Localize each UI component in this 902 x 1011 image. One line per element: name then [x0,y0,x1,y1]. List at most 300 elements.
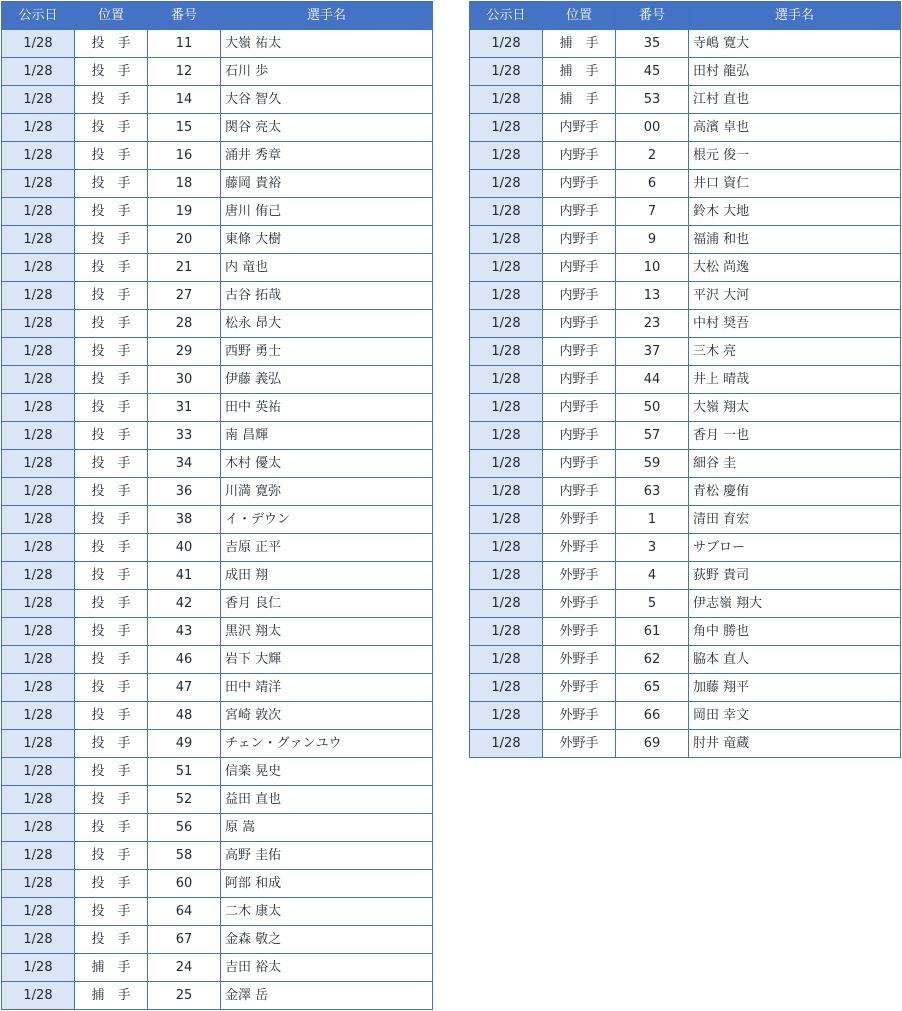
position-cell: 投 手 [75,814,148,842]
number-cell: 28 [148,310,221,338]
date-cell: 1/28 [2,30,75,58]
number-cell: 58 [148,842,221,870]
table-row [2,478,433,506]
player-name-cell: 岡田 幸文 [689,702,901,730]
position-cell: 内野手 [543,142,616,170]
date-cell: 1/28 [470,590,543,618]
date-cell: 1/28 [2,842,75,870]
position-cell: 内野手 [543,282,616,310]
table-row [470,338,901,366]
number-cell: 67 [148,926,221,954]
table-row [470,310,901,338]
table-row [470,142,901,170]
position-cell: 内野手 [543,422,616,450]
table-row [470,366,901,394]
position-cell: 内野手 [543,254,616,282]
position-cell: 外野手 [543,674,616,702]
position-cell: 投 手 [75,898,148,926]
position-cell: 捕 手 [543,30,616,58]
player-name-cell: 荻野 貴司 [689,562,901,590]
date-cell: 1/28 [2,926,75,954]
player-name-cell: 田中 靖洋 [221,674,433,702]
table-row [2,58,433,86]
position-cell: 投 手 [75,226,148,254]
player-name-cell: 大松 尚逸 [689,254,901,282]
table-row [2,618,433,646]
position-cell: 内野手 [543,198,616,226]
position-cell: 捕 手 [543,58,616,86]
player-name-cell: 青松 慶侑 [689,478,901,506]
date-cell: 1/28 [470,86,543,114]
date-cell: 1/28 [470,226,543,254]
number-cell: 19 [148,198,221,226]
position-cell: 投 手 [75,58,148,86]
table-row [470,422,901,450]
table-row [2,198,433,226]
table-row [2,30,433,58]
date-cell: 1/28 [470,170,543,198]
number-cell: 65 [616,674,689,702]
player-name-cell: 角中 勝也 [689,618,901,646]
table-row [470,702,901,730]
player-name-cell: 伊藤 義弘 [221,366,433,394]
player-name-cell: 香月 良仁 [221,590,433,618]
number-cell: 18 [148,170,221,198]
table-row [2,310,433,338]
position-cell: 投 手 [75,198,148,226]
position-cell: 投 手 [75,338,148,366]
date-cell: 1/28 [470,730,543,758]
date-cell: 1/28 [470,142,543,170]
number-cell: 21 [148,254,221,282]
player-name-cell: 高野 圭佑 [221,842,433,870]
position-cell: 投 手 [75,618,148,646]
position-cell: 投 手 [75,534,148,562]
number-cell: 51 [148,758,221,786]
header-position: 位置 [75,2,148,30]
table-row [2,534,433,562]
number-cell: 49 [148,730,221,758]
position-cell: 内野手 [543,394,616,422]
position-cell: 外野手 [543,562,616,590]
player-name-cell: 黒沢 翔太 [221,618,433,646]
table-row [2,394,433,422]
player-name-cell: 二木 康太 [221,898,433,926]
date-cell: 1/28 [2,702,75,730]
player-name-cell: 脇本 直人 [689,646,901,674]
date-cell: 1/28 [2,254,75,282]
player-name-cell: 南 昌輝 [221,422,433,450]
position-cell: 投 手 [75,730,148,758]
date-cell: 1/28 [2,590,75,618]
date-cell: 1/28 [470,114,543,142]
number-cell: 56 [148,814,221,842]
position-cell: 外野手 [543,590,616,618]
date-cell: 1/28 [2,674,75,702]
position-cell: 投 手 [75,562,148,590]
number-cell: 33 [148,422,221,450]
number-cell: 00 [616,114,689,142]
table-row [2,86,433,114]
position-cell: 内野手 [543,366,616,394]
number-cell: 63 [616,478,689,506]
roster-table-right [469,1,901,758]
date-cell: 1/28 [2,422,75,450]
player-name-cell: 三木 亮 [689,338,901,366]
position-cell: 内野手 [543,338,616,366]
table-row [470,86,901,114]
position-cell: 内野手 [543,310,616,338]
date-cell: 1/28 [470,58,543,86]
player-name-cell: 阿部 和成 [221,870,433,898]
player-name-cell: 加藤 翔平 [689,674,901,702]
position-cell: 内野手 [543,226,616,254]
table-row [470,226,901,254]
table-row [470,198,901,226]
number-cell: 30 [148,366,221,394]
date-cell: 1/28 [2,114,75,142]
player-name-cell: 井上 晴哉 [689,366,901,394]
date-cell: 1/28 [2,562,75,590]
date-cell: 1/28 [470,310,543,338]
position-cell: 投 手 [75,758,148,786]
date-cell: 1/28 [470,646,543,674]
date-cell: 1/28 [470,674,543,702]
player-name-cell: 原 嵩 [221,814,433,842]
player-name-cell: 金森 敬之 [221,926,433,954]
date-cell: 1/28 [2,758,75,786]
number-cell: 64 [148,898,221,926]
position-cell: 投 手 [75,786,148,814]
table-row [2,590,433,618]
position-cell: 投 手 [75,702,148,730]
table-row [2,870,433,898]
number-cell: 16 [148,142,221,170]
player-name-cell: 高濱 卓也 [689,114,901,142]
player-name-cell: 宮崎 敦次 [221,702,433,730]
position-cell: 投 手 [75,142,148,170]
table-row [470,394,901,422]
position-cell: 投 手 [75,842,148,870]
table-row [470,590,901,618]
number-cell: 23 [616,310,689,338]
number-cell: 31 [148,394,221,422]
player-name-cell: 木村 優太 [221,450,433,478]
player-name-cell: 岩下 大輝 [221,646,433,674]
table-row [2,366,433,394]
date-cell: 1/28 [2,786,75,814]
player-name-cell: 寺嶋 寛大 [689,30,901,58]
table-row [2,646,433,674]
position-cell: 内野手 [543,450,616,478]
table-row [470,506,901,534]
number-cell: 44 [616,366,689,394]
table-row [2,842,433,870]
table-row [470,674,901,702]
player-name-cell: 井口 資仁 [689,170,901,198]
date-cell: 1/28 [2,982,75,1010]
number-cell: 15 [148,114,221,142]
date-cell: 1/28 [2,870,75,898]
table-row [2,674,433,702]
table-row [2,926,433,954]
table-row [2,954,433,982]
number-cell: 12 [148,58,221,86]
number-cell: 13 [616,282,689,310]
number-cell: 50 [616,394,689,422]
table-row [2,254,433,282]
date-cell: 1/28 [470,394,543,422]
position-cell: 投 手 [75,926,148,954]
position-cell: 投 手 [75,422,148,450]
number-cell: 45 [616,58,689,86]
position-cell: 外野手 [543,730,616,758]
position-cell: 投 手 [75,870,148,898]
position-cell: 外野手 [543,506,616,534]
position-cell: 投 手 [75,366,148,394]
table-row [470,282,901,310]
table-row [2,730,433,758]
player-name-cell: 唐川 侑己 [221,198,433,226]
date-cell: 1/28 [470,562,543,590]
position-cell: 投 手 [75,394,148,422]
number-cell: 52 [148,786,221,814]
date-cell: 1/28 [2,898,75,926]
table-row [2,226,433,254]
player-name-cell: 田村 龍弘 [689,58,901,86]
position-cell: 内野手 [543,114,616,142]
number-cell: 11 [148,30,221,58]
header-number: 番号 [148,2,221,30]
number-cell: 60 [148,870,221,898]
number-cell: 38 [148,506,221,534]
number-cell: 5 [616,590,689,618]
number-cell: 61 [616,618,689,646]
date-cell: 1/28 [2,338,75,366]
date-cell: 1/28 [470,534,543,562]
position-cell: 投 手 [75,506,148,534]
position-cell: 外野手 [543,646,616,674]
position-cell: 投 手 [75,450,148,478]
position-cell: 投 手 [75,646,148,674]
date-cell: 1/28 [470,506,543,534]
number-cell: 66 [616,702,689,730]
date-cell: 1/28 [470,198,543,226]
header-player-name: 選手名 [689,2,901,30]
date-cell: 1/28 [2,310,75,338]
table-row [470,618,901,646]
player-name-cell: イ・デウン [221,506,433,534]
number-cell: 41 [148,562,221,590]
date-cell: 1/28 [470,478,543,506]
roster-table-left [1,1,433,1010]
table-row [470,114,901,142]
player-name-cell: 中村 奨吾 [689,310,901,338]
date-cell: 1/28 [470,450,543,478]
header-row [2,2,433,30]
position-cell: 投 手 [75,86,148,114]
number-cell: 7 [616,198,689,226]
player-name-cell: 東條 大樹 [221,226,433,254]
table-row [2,898,433,926]
date-cell: 1/28 [2,86,75,114]
date-cell: 1/28 [2,814,75,842]
player-name-cell: 平沢 大河 [689,282,901,310]
player-name-cell: 金澤 岳 [221,982,433,1010]
player-name-cell: 清田 育宏 [689,506,901,534]
number-cell: 59 [616,450,689,478]
date-cell: 1/28 [2,142,75,170]
position-cell: 捕 手 [75,982,148,1010]
number-cell: 46 [148,646,221,674]
date-cell: 1/28 [2,282,75,310]
number-cell: 37 [616,338,689,366]
player-name-cell: 松永 昂大 [221,310,433,338]
position-cell: 投 手 [75,282,148,310]
table-row [470,170,901,198]
number-cell: 42 [148,590,221,618]
number-cell: 9 [616,226,689,254]
player-name-cell: 吉原 正平 [221,534,433,562]
number-cell: 57 [616,422,689,450]
player-name-cell: 吉田 裕太 [221,954,433,982]
date-cell: 1/28 [2,366,75,394]
table-row [2,450,433,478]
number-cell: 35 [616,30,689,58]
player-name-cell: 大嶺 祐太 [221,30,433,58]
table-row [470,450,901,478]
table-row [470,646,901,674]
position-cell: 外野手 [543,534,616,562]
date-cell: 1/28 [2,730,75,758]
number-cell: 20 [148,226,221,254]
table-row [2,702,433,730]
date-cell: 1/28 [2,534,75,562]
number-cell: 3 [616,534,689,562]
player-name-cell: 成田 翔 [221,562,433,590]
player-name-cell: サブロー [689,534,901,562]
number-cell: 14 [148,86,221,114]
number-cell: 24 [148,954,221,982]
table-row [2,170,433,198]
table-row [470,58,901,86]
table-row [2,282,433,310]
table-row [2,758,433,786]
number-cell: 53 [616,86,689,114]
number-cell: 4 [616,562,689,590]
table-row [2,814,433,842]
position-cell: 投 手 [75,590,148,618]
position-cell: 捕 手 [75,954,148,982]
number-cell: 36 [148,478,221,506]
player-name-cell: 内 竜也 [221,254,433,282]
table-row [470,534,901,562]
date-cell: 1/28 [470,254,543,282]
position-cell: 投 手 [75,114,148,142]
date-cell: 1/28 [470,366,543,394]
position-cell: 捕 手 [543,86,616,114]
player-name-cell: 大谷 智久 [221,86,433,114]
number-cell: 25 [148,982,221,1010]
player-name-cell: 田中 英祐 [221,394,433,422]
header-number: 番号 [616,2,689,30]
date-cell: 1/28 [2,394,75,422]
date-cell: 1/28 [2,198,75,226]
date-cell: 1/28 [2,506,75,534]
player-name-cell: 信楽 晃史 [221,758,433,786]
table-row [470,478,901,506]
table-row [2,562,433,590]
player-name-cell: 細谷 圭 [689,450,901,478]
player-name-cell: 川満 寛弥 [221,478,433,506]
player-name-cell: 西野 勇士 [221,338,433,366]
number-cell: 43 [148,618,221,646]
header-date: 公示日 [470,2,543,30]
number-cell: 27 [148,282,221,310]
header-position: 位置 [543,2,616,30]
position-cell: 投 手 [75,30,148,58]
date-cell: 1/28 [470,338,543,366]
date-cell: 1/28 [2,646,75,674]
position-cell: 投 手 [75,310,148,338]
number-cell: 48 [148,702,221,730]
player-name-cell: 香月 一也 [689,422,901,450]
table-row [2,338,433,366]
number-cell: 10 [616,254,689,282]
table-row [2,982,433,1010]
number-cell: 34 [148,450,221,478]
player-name-cell: 江村 直也 [689,86,901,114]
date-cell: 1/28 [2,478,75,506]
table-row [470,730,901,758]
player-name-cell: チェン・グァンユウ [221,730,433,758]
player-name-cell: 関谷 亮太 [221,114,433,142]
number-cell: 1 [616,506,689,534]
table-row [2,786,433,814]
date-cell: 1/28 [2,226,75,254]
header-date: 公示日 [2,2,75,30]
table-row [2,142,433,170]
date-cell: 1/28 [470,30,543,58]
player-name-cell: 藤岡 貴裕 [221,170,433,198]
number-cell: 40 [148,534,221,562]
table-row [470,562,901,590]
number-cell: 2 [616,142,689,170]
date-cell: 1/28 [2,170,75,198]
header-row [470,2,901,30]
date-cell: 1/28 [2,618,75,646]
player-name-cell: 根元 俊一 [689,142,901,170]
number-cell: 62 [616,646,689,674]
header-player-name: 選手名 [221,2,433,30]
player-name-cell: 涌井 秀章 [221,142,433,170]
number-cell: 47 [148,674,221,702]
position-cell: 外野手 [543,702,616,730]
table-row [2,422,433,450]
player-name-cell: 伊志嶺 翔大 [689,590,901,618]
table-row [2,114,433,142]
date-cell: 1/28 [470,422,543,450]
player-name-cell: 石川 歩 [221,58,433,86]
date-cell: 1/28 [2,58,75,86]
table-row [470,254,901,282]
date-cell: 1/28 [2,450,75,478]
position-cell: 投 手 [75,478,148,506]
position-cell: 内野手 [543,478,616,506]
player-name-cell: 肘井 竜蔵 [689,730,901,758]
table-row [2,506,433,534]
number-cell: 69 [616,730,689,758]
